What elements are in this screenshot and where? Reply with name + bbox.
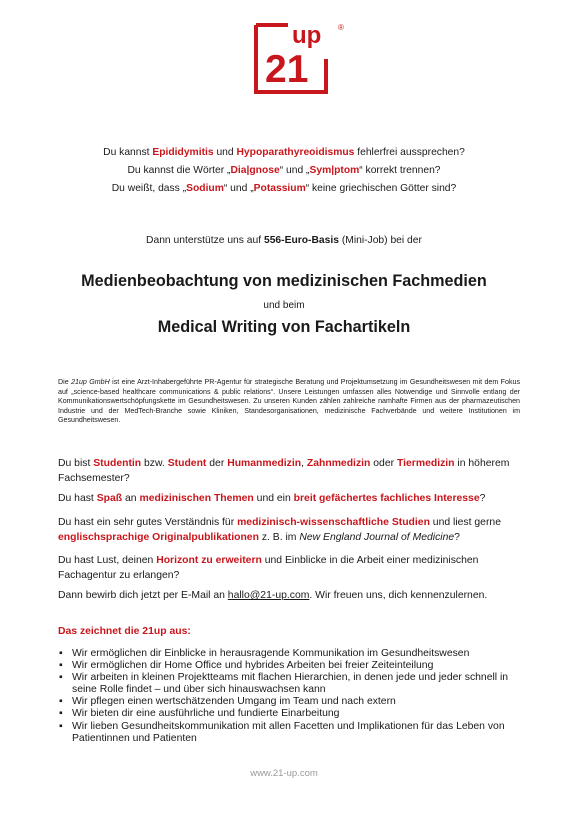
requirement-studies: Du hast ein sehr gutes Verständnis für medizinisch-wissenschaftliche Studien und liest gerne englischsprachige Originalpublikationen z. B. im New England Journal of Medicine? — [58, 517, 501, 543]
logo-superscript: up — [292, 22, 322, 49]
features-heading: Das zeichnet die 21up aus: — [58, 626, 191, 637]
bullet-icon: ▪ — [59, 660, 63, 672]
requirement-interest: Du hast Spaß an medizinischen Themen und ein breit gefächertes fachliches Interesse? — [58, 493, 486, 504]
list-item: ▪ Wir ermöglichen dir Home Office und hybrides Arbeiten bei freier Zeiteinteilung — [59, 660, 434, 672]
intro-line-3: Du weißt, dass „Sodium“ und „Potassium“ keine griechischen Götter sind? — [111, 183, 457, 194]
intro-questions — [0, 144, 568, 198]
bullet-icon: ▪ — [59, 720, 63, 732]
job-basis-line: Dann unterstütze uns auf 556-Euro-Basis (Mini-Job) bei der — [146, 235, 422, 246]
email-link[interactable]: hallo@21-up.com — [227, 590, 310, 601]
application-call: Dann bewirb dich jetzt per E-Mail an hallo@21-up.com. Wir freuen uns, dich kennenzulernen. — [58, 590, 488, 601]
logo-registered: ® — [338, 23, 344, 32]
company-logo — [254, 18, 350, 96]
job-title-secondary: Medical Writing von Fachartikeln — [157, 318, 411, 336]
bullet-icon: ▪ — [59, 696, 63, 708]
requirement-student: Du bist Studentin bzw. Student der Humanmedizin, Zahnmedizin oder Tiermedizin in höherem Fachsemester? — [58, 458, 510, 484]
requirement-horizon: Du hast Lust, deinen Horizont zu erweitern und Einblicke in die Arbeit einer medizinischen Fachagentur zu erlangen? — [58, 555, 479, 581]
intro-line-1: Du kannst Epididymitis und Hypoparathyreoidismus fehlerfrei aussprechen? — [103, 147, 465, 158]
list-item: ▪ Wir arbeiten in kleinen Projektteams mit flachen Hierarchien, in denen jede und jeder schnell in seine Rolle findet – und über sich hinauswachsen kann — [59, 672, 509, 696]
company-name: 21up GmbH — [71, 378, 110, 386]
footer-website[interactable]: www.21-up.com — [250, 768, 318, 779]
bullet-icon: ▪ — [59, 672, 63, 684]
list-item: ▪ Wir ermöglichen dir Einblicke in herausragende Kommunikation im Gesundheitswesen — [59, 648, 470, 659]
list-item: ▪ Wir bieten dir eine ausführliche und fundierte Einarbeitung — [59, 708, 340, 720]
bullet-icon: ▪ — [59, 648, 63, 659]
logo-number: 21 — [265, 48, 309, 91]
features-list — [58, 648, 520, 745]
company-description: Die 21up GmbH ist eine Arzt-Inhabergeführte PR-Agentur für strategische Beratung und Projektumsetzung im Gesundheitswesen mit dem Fokus auf „science-based healthcare communications & public relations“. Unsere Leistungen umfassen alles Notwendige und Sinnvolle entlang der Kommunikationswertschöpfungskette im Gesundheitswesen. Zu unseren Kunden zählen zahlreiche namhafte Firmen aus der pharmazeutischen Industrie und der MedTech-Branche sowie Kliniken, Standesorganisationen, medizinische Fachverbände und weitere Institutionen im Gesundheitswesen. — [58, 378, 521, 425]
job-title-primary: Medienbeobachtung von medizinischen Fachmedien — [81, 272, 487, 290]
list-item: ▪ Wir pflegen einen wertschätzenden Umgang im Team und nach extern — [59, 696, 396, 708]
bullet-icon: ▪ — [59, 708, 63, 720]
list-item: ▪ Wir lieben Gesundheitskommunikation mit allen Facetten und Implikationen für das Leben von Patientinnen und Patienten — [59, 720, 505, 744]
intro-line-2: Du kannst die Wörter „Dia|gnose“ und „Sym|ptom“ korrekt trennen? — [127, 165, 441, 176]
und-beim-text: und beim — [263, 300, 305, 311]
